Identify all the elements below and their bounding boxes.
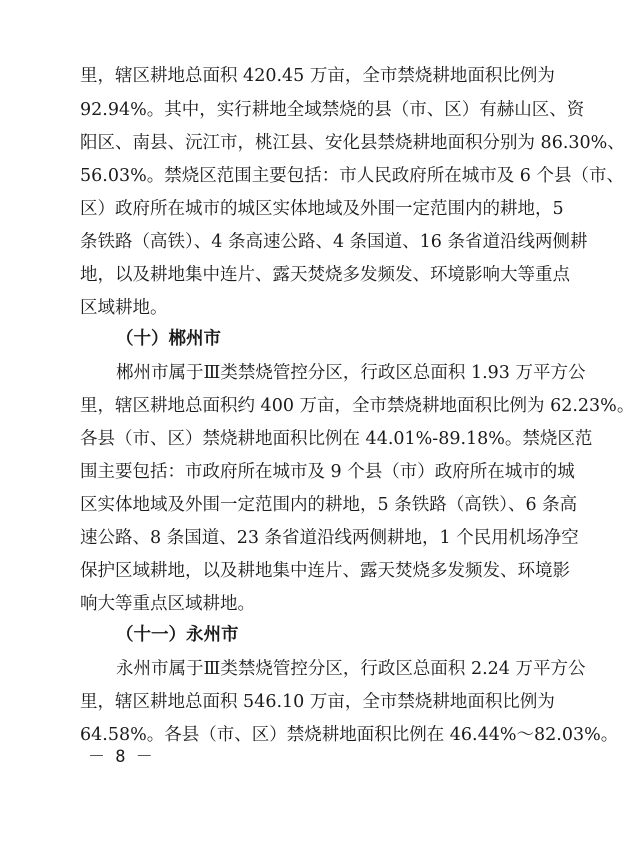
body-text-line: 地，以及耕地集中连片、露天焚烧多发频发、环境影响大等重点 <box>80 265 570 285</box>
body-text-line: 56.03%。禁烧区范围主要包括：市人民政府所在城市及 6 个县（市、 <box>80 166 624 186</box>
body-text-line: 里，辖区耕地总面积 546.10 万亩，全市禁烧耕地面积比例为 <box>80 692 555 712</box>
body-text-line: 围主要包括：市政府所在城市及 9 个县（市）政府所在城市的城 <box>80 462 575 482</box>
body-text-line: 区实体地域及外围一定范围内的耕地，5 条铁路（高铁）、6 条高 <box>80 495 578 515</box>
body-text-line: 响大等重点区域耕地。 <box>80 594 255 614</box>
body-text-line: 速公路、8 条国道、23 条省道沿线两侧耕地，1 个民用机场净空 <box>80 528 579 548</box>
body-text-line: 郴州市属于Ⅲ类禁烧管控分区，行政区总面积 1.93 万平方公 <box>116 363 586 383</box>
section-heading-chenzhou: （十）郴州市 <box>116 329 221 349</box>
body-text-line: 阳区、南县、沅江市，桃江县、安化县禁烧耕地面积分别为 86.30%、 <box>80 133 625 153</box>
section-heading-yongzhou: （十一）永州市 <box>116 625 239 645</box>
body-text-line: 64.58%。各县（市、区）禁烧耕地面积比例在 46.44%～82.03%。 <box>80 725 619 745</box>
body-text-line: 里，辖区耕地总面积约 400 万亩，全市禁烧耕地面积比例为 62.23%。 <box>80 396 634 416</box>
body-text-line: 里，辖区耕地总面积 420.45 万亩，全市禁烧耕地面积比例为 <box>80 66 555 86</box>
body-text-line: 区域耕地。 <box>80 298 168 318</box>
body-text-line: 永州市属于Ⅲ类禁烧管控分区，行政区总面积 2.24 万平方公 <box>116 659 586 679</box>
body-text-line: 保护区域耕地，以及耕地集中连片、露天焚烧多发频发、环境影 <box>80 561 570 581</box>
body-text-line: 92.94%。其中，实行耕地全域禁烧的县（市、区）有赫山区、资 <box>80 100 585 120</box>
body-text-line: 条铁路（高铁）、4 条高速公路、4 条国道、16 条省道沿线两侧耕 <box>80 232 588 252</box>
body-text-line: 各县（市、区）禁烧耕地面积比例在 44.01%-89.18%。禁烧区范 <box>80 429 593 449</box>
body-text-line: 区）政府所在城市的城区实体地域及外围一定范围内的耕地，5 <box>80 199 564 219</box>
page-number: － 8 － <box>88 747 153 767</box>
